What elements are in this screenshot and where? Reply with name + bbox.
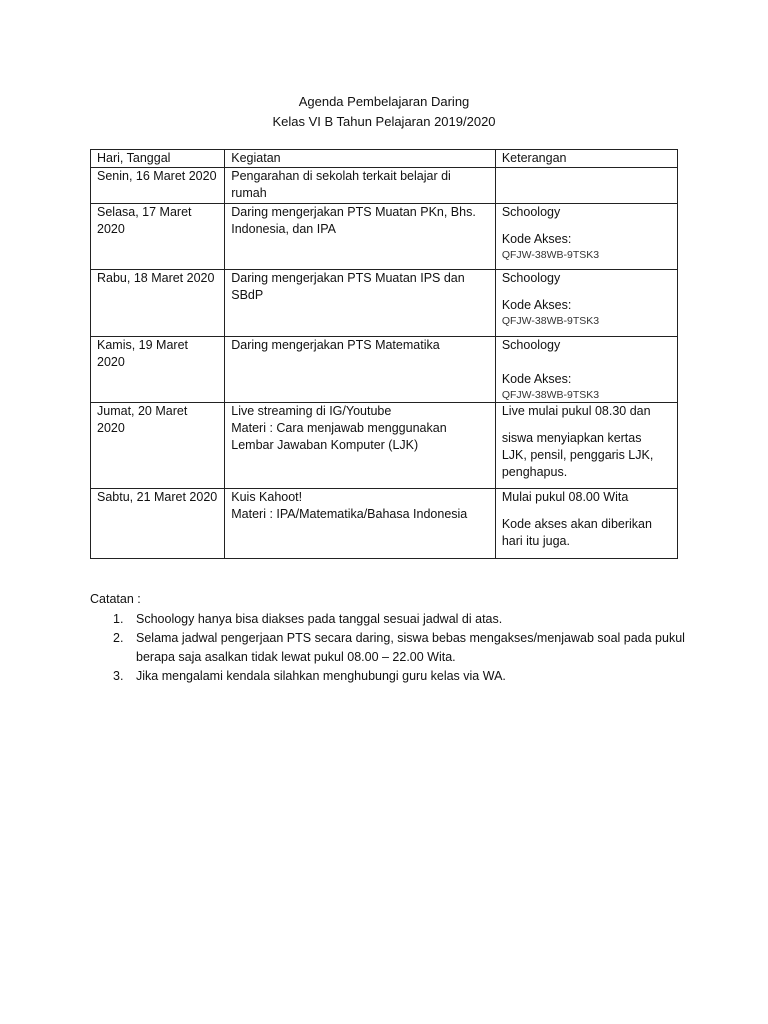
- cell-day: Senin, 16 Maret 2020: [91, 168, 225, 204]
- table-row: [91, 168, 678, 204]
- list-number: 1.: [113, 612, 124, 626]
- activity-line: Daring mengerjakan PTS Muatan IPS dan: [231, 271, 465, 285]
- table-row: [91, 204, 678, 270]
- activity-line: Kuis Kahoot!: [231, 490, 303, 504]
- note-line: siswa menyiapkan kertas: [501, 431, 642, 445]
- platform-label: Schoology: [501, 338, 561, 352]
- cell-activity: [225, 403, 496, 489]
- access-code: QFJW-38WB-9TSK3: [501, 315, 600, 327]
- cell-note: [495, 337, 677, 403]
- platform-label: Schoology: [501, 205, 561, 219]
- activity-line: Indonesia, dan IPA: [231, 222, 336, 236]
- cell-day: Sabtu, 21 Maret 2020: [91, 489, 225, 559]
- table-row: [91, 403, 678, 489]
- access-code: QFJW-38WB-9TSK3: [501, 249, 600, 261]
- list-number: 3.: [113, 669, 124, 683]
- note-line: LJK, pensil, penggaris LJK,: [501, 448, 654, 462]
- notes-section: [90, 590, 690, 686]
- cell-day: Kamis, 19 Maret 2020: [91, 337, 225, 403]
- cell-note: [495, 489, 677, 559]
- activity-line: SBdP: [231, 288, 264, 302]
- spacer: [502, 354, 671, 371]
- note-line: Kode akses akan diberikan: [501, 517, 652, 531]
- note-line: Mulai pukul 08.00 Wita: [501, 490, 629, 504]
- cell-activity: [225, 337, 496, 403]
- cell-day: Jumat, 20 Maret 2020: [91, 403, 225, 489]
- note-text: Schoology hanya bisa diakses pada tanggal sesuai jadwal di atas.: [136, 612, 503, 626]
- cell-day: Selasa, 17 Maret 2020: [91, 204, 225, 270]
- cell-note: [495, 204, 677, 270]
- table-header-row: [91, 150, 678, 168]
- note-text: Selama jadwal pengerjaan PTS secara daring, siswa bebas mengakses/menjawab soal pada pukul: [136, 631, 685, 645]
- list-item: [90, 629, 690, 667]
- cell-activity: [225, 204, 496, 270]
- access-code: QFJW-38WB-9TSK3: [501, 389, 600, 401]
- spacer: [502, 420, 671, 430]
- platform-label: Schoology: [501, 271, 561, 285]
- column-header-day: Hari, Tanggal: [91, 150, 225, 168]
- access-code-label: Kode Akses:: [501, 232, 572, 246]
- note-text: berapa saja asalkan tidak lewat pukul 08.00 – 22.00 Wita.: [136, 650, 456, 664]
- document-subtitle: Kelas VI B Tahun Pelajaran 2019/2020: [272, 114, 496, 129]
- list-item: [90, 667, 690, 686]
- cell-note: [495, 168, 677, 204]
- column-header-note: Keterangan: [495, 150, 677, 168]
- document-title: Agenda Pembelajaran Daring: [298, 94, 470, 109]
- notes-heading: Catatan :: [90, 592, 141, 606]
- note-line: Live mulai pukul 08.30 dan: [501, 404, 651, 418]
- activity-line: Daring mengerjakan PTS Muatan PKn, Bhs.: [231, 205, 476, 219]
- activity-line: rumah: [231, 186, 267, 200]
- spacer: [502, 221, 671, 231]
- table-row: [91, 337, 678, 403]
- cell-activity: [225, 270, 496, 337]
- activity-line: Pengarahan di sekolah terkait belajar di: [231, 169, 451, 183]
- list-item: [90, 610, 690, 629]
- cell-activity: [225, 168, 496, 204]
- activity-line: Daring mengerjakan PTS Matematika: [231, 338, 440, 352]
- activity-line: Lembar Jawaban Komputer (LJK): [231, 438, 419, 452]
- spacer: [502, 287, 671, 297]
- note-text: Jika mengalami kendala silahkan menghubungi guru kelas via WA.: [136, 669, 506, 683]
- column-header-activity: Kegiatan: [225, 150, 496, 168]
- notes-list: [90, 610, 690, 686]
- activity-line: Materi : IPA/Matematika/Bahasa Indonesia: [231, 507, 468, 521]
- activity-line: Live streaming di IG/Youtube: [231, 404, 392, 418]
- cell-note: [495, 403, 677, 489]
- list-number: 2.: [113, 631, 124, 645]
- access-code-label: Kode Akses:: [501, 298, 572, 312]
- table-row: [91, 489, 678, 559]
- agenda-table: [90, 149, 678, 559]
- spacer: [502, 506, 671, 516]
- access-code-label: Kode Akses:: [501, 372, 572, 386]
- activity-line: Materi : Cara menjawab menggunakan: [231, 421, 447, 435]
- cell-activity: [225, 489, 496, 559]
- cell-note: [495, 270, 677, 337]
- note-line: penghapus.: [501, 465, 568, 479]
- table-row: [91, 270, 678, 337]
- note-line: hari itu juga.: [501, 534, 570, 548]
- cell-day: Rabu, 18 Maret 2020: [91, 270, 225, 337]
